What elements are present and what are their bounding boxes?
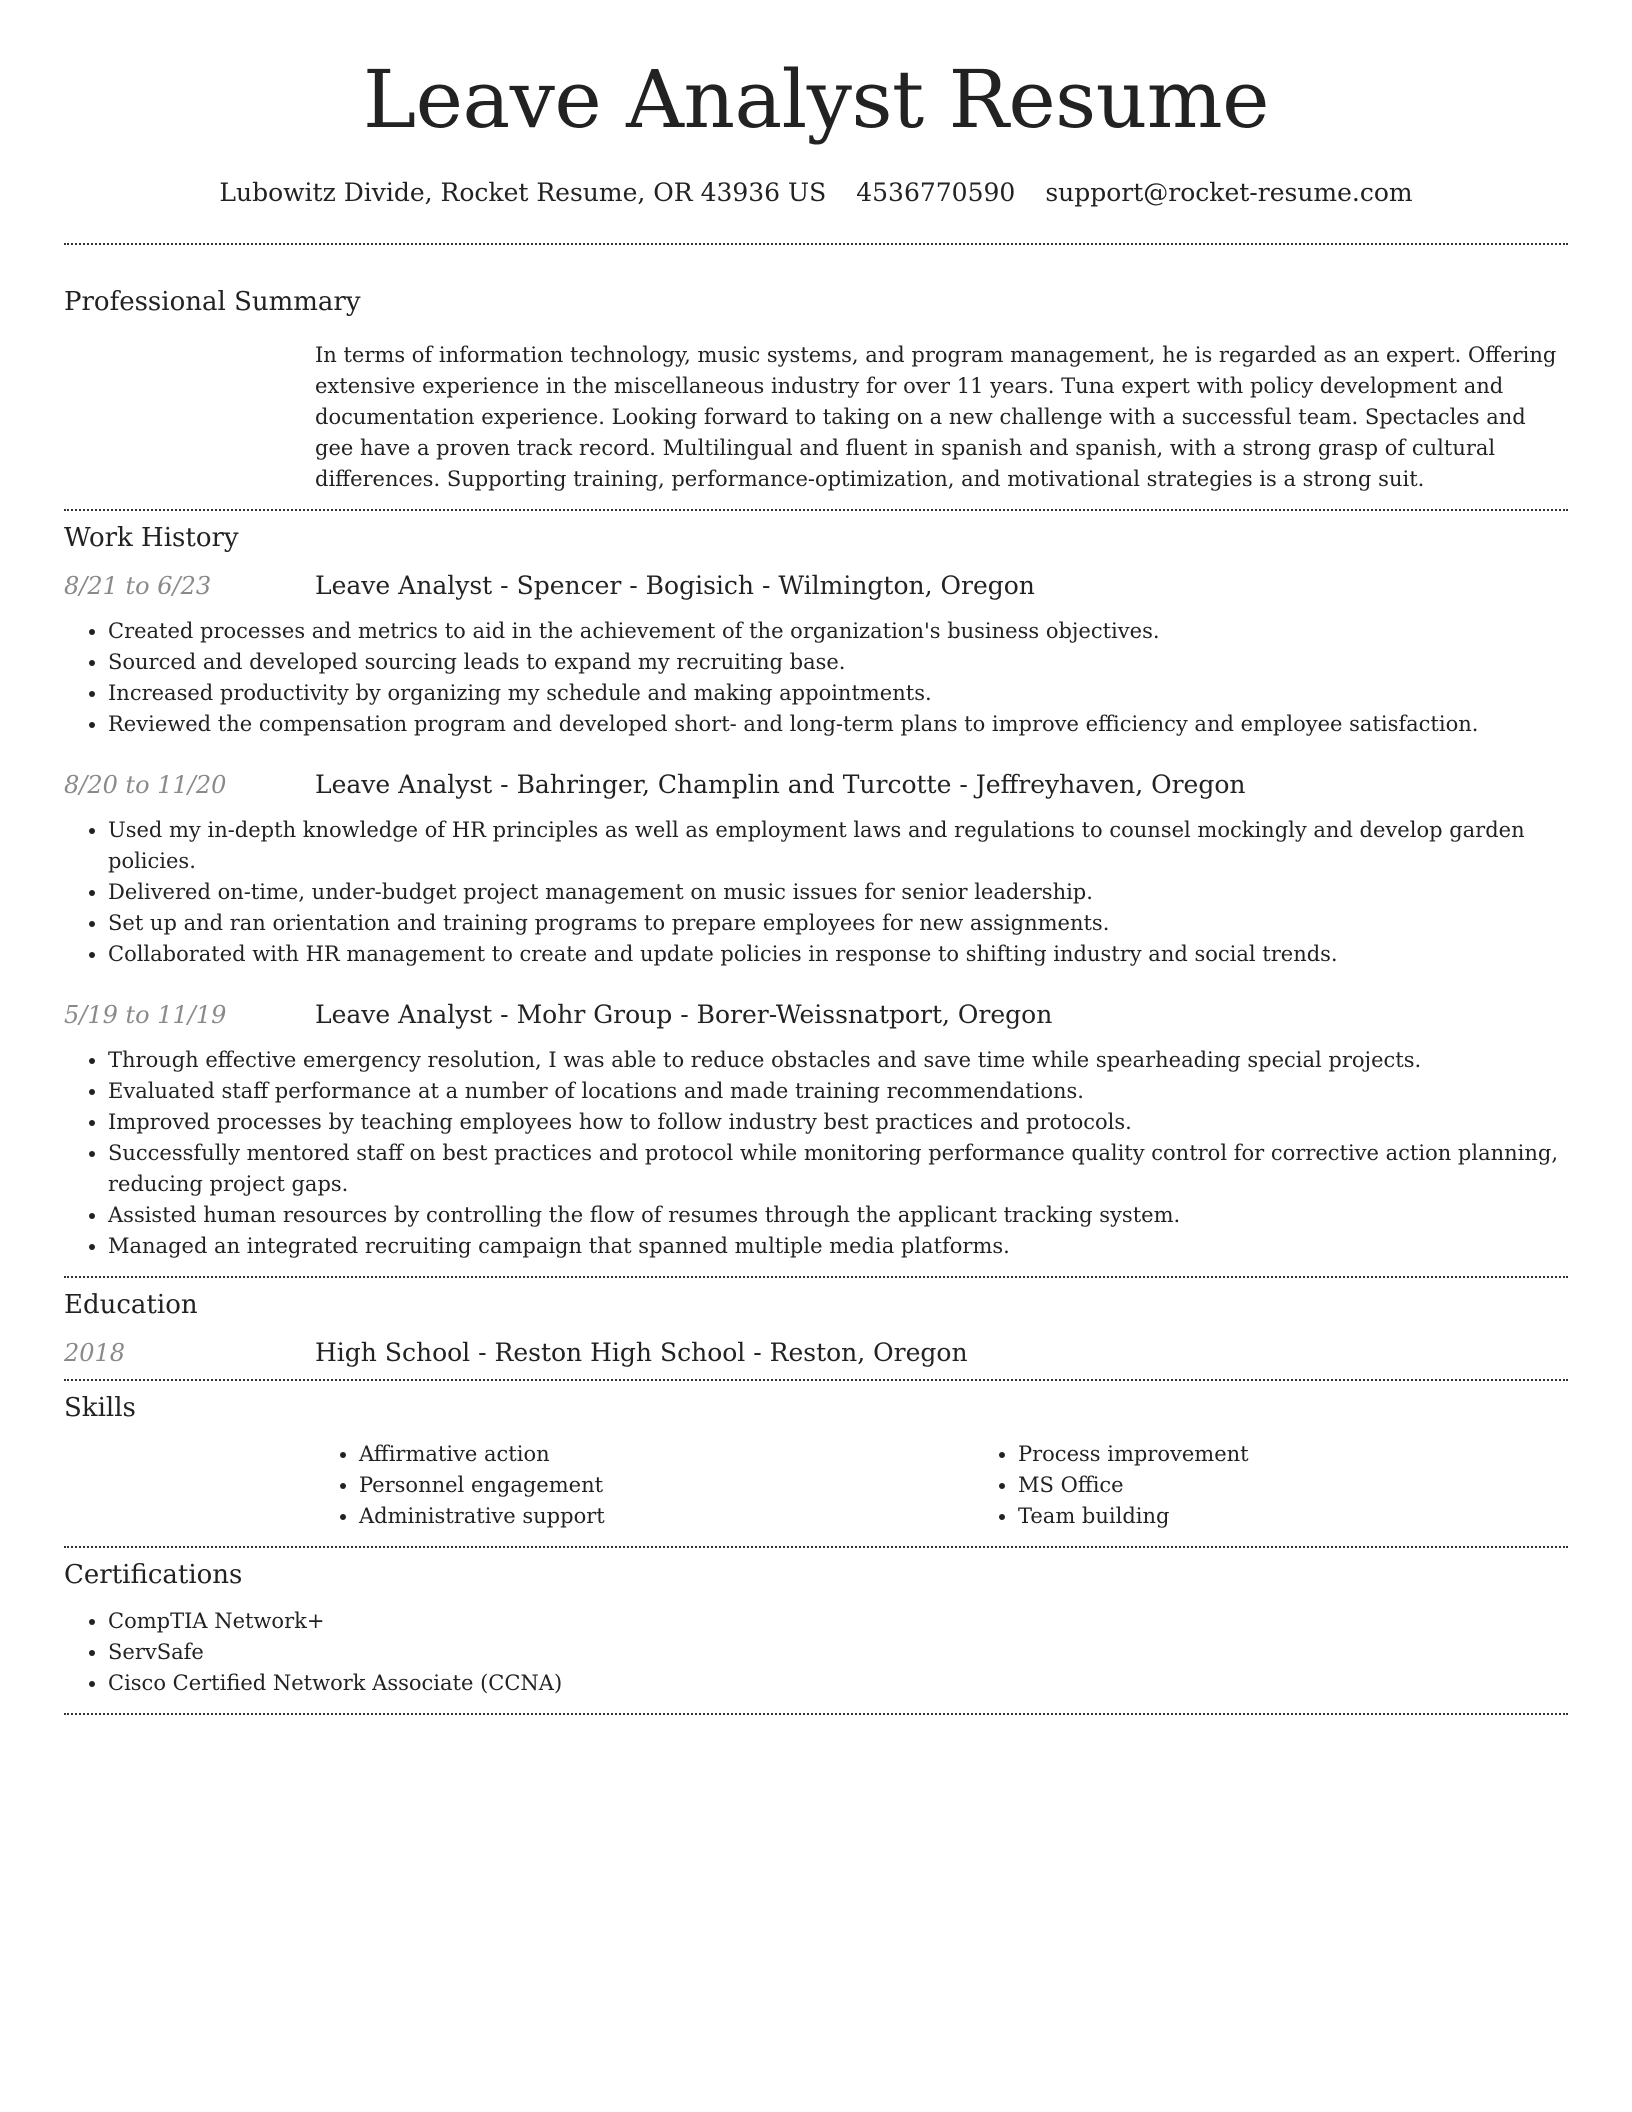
list-item: • Personnel engagement [359,1470,974,1501]
job-title: Leave Analyst - Mohr Group - Borer-Weissnatport, Oregon [315,1000,1053,1029]
job-entry [64,770,1568,970]
list-item: • Through effective emergency resolution, I was able to reduce obstacles and save time while spearheading special projects. [108,1045,1568,1076]
list-item: • Evaluated staff performance at a number of locations and made training recommendations. [108,1076,1568,1107]
job-title: Leave Analyst - Bahringer, Champlin and Turcotte - Jeffreyhaven, Oregon [315,770,1246,799]
list-item: • ServSafe [108,1637,1568,1668]
contact-line [64,178,1568,207]
skills-column-right [974,1439,1632,1532]
list-item: • Team building [1018,1501,1632,1532]
list-item: • Reviewed the compensation program and developed short- and long-term plans to improve efficiency and employee satisfaction. [108,709,1568,740]
job-entry [64,571,1568,740]
divider [64,1713,1568,1715]
list-item: • Created processes and metrics to aid in the achievement of the organization's business objectives. [108,616,1568,647]
divider [64,1546,1568,1548]
contact-phone: 4536770590 [856,178,1016,207]
skills-column-left [315,1439,974,1532]
list-item: • Set up and ran orientation and training programs to prepare employees for new assignments. [108,908,1568,939]
divider [64,1276,1568,1278]
list-item: • Improved processes by teaching employees how to follow industry best practices and protocols. [108,1107,1568,1138]
list-item: • Sourced and developed sourcing leads to expand my recruiting base. [108,647,1568,678]
list-item: • Assisted human resources by controlling the flow of resumes through the applicant tracking system. [108,1200,1568,1231]
section-heading-work-history: Work History [64,523,239,553]
section-heading-summary: Professional Summary [64,287,361,317]
list-item: • Managed an integrated recruiting campaign that spanned multiple media platforms. [108,1231,1568,1262]
job-dates: 8/21 to 6/23 [64,572,212,600]
job-title: Leave Analyst - Spencer - Bogisich - Wilmington, Oregon [315,571,1035,600]
divider [64,243,1568,245]
section-heading-education: Education [64,1290,198,1320]
list-item: • Affirmative action [359,1439,974,1470]
job-bullets [64,1045,1568,1262]
section-heading-certifications: Certifications [64,1560,243,1590]
summary-text: In terms of information technology, music systems, and program management, he is regarded as an expert. Offering extensive experience in the miscellaneous industry for over 11 years. Tuna expert with policy development and documentation experience. Looking forward to taking on a new challenge with a successful team. Spectacles and gee have a proven track record. Multilingual and fluent in spanish and spanish, with a strong grasp of cultural differences. Supporting training, performance-optimization, and motivational strategies is a strong suit. [315,343,1557,491]
skills-list [315,1439,1568,1532]
certifications-list [64,1606,1568,1699]
education-year: 2018 [64,1339,126,1367]
list-item: • Increased productivity by organizing my schedule and making appointments. [108,678,1568,709]
list-item: • Used my in-depth knowledge of HR principles as well as employment laws and regulations to counsel mockingly and develop garden policies. [108,815,1568,877]
page-title: Leave Analyst Resume [363,53,1269,146]
list-item: • Delivered on-time, under-budget project management on music issues for senior leadership. [108,877,1568,908]
list-item: • MS Office [1018,1470,1632,1501]
job-bullets [64,616,1568,740]
list-item: • Cisco Certified Network Associate (CCNA) [108,1668,1568,1699]
education-entry [64,1338,1568,1367]
job-dates: 5/19 to 11/19 [64,1001,227,1029]
list-item: • CompTIA Network+ [108,1606,1568,1637]
contact-address: Lubowitz Divide, Rocket Resume, OR 43936 US [219,178,827,207]
list-item: • Administrative support [359,1501,974,1532]
job-dates: 8/20 to 11/20 [64,771,227,799]
list-item: • Process improvement [1018,1439,1632,1470]
education-title: High School - Reston High School - Reston, Oregon [315,1338,968,1367]
job-bullets [64,815,1568,970]
section-heading-skills: Skills [64,1393,136,1423]
job-entry [64,1000,1568,1262]
divider [64,509,1568,511]
list-item: • Successfully mentored staff on best practices and protocol while monitoring performance quality control for corrective action planning, reducing project gaps. [108,1138,1568,1200]
divider [64,1379,1568,1381]
contact-email[interactable]: support@rocket-resume.com [1045,178,1413,207]
list-item: • Collaborated with HR management to create and update policies in response to shifting industry and social trends. [108,939,1568,970]
